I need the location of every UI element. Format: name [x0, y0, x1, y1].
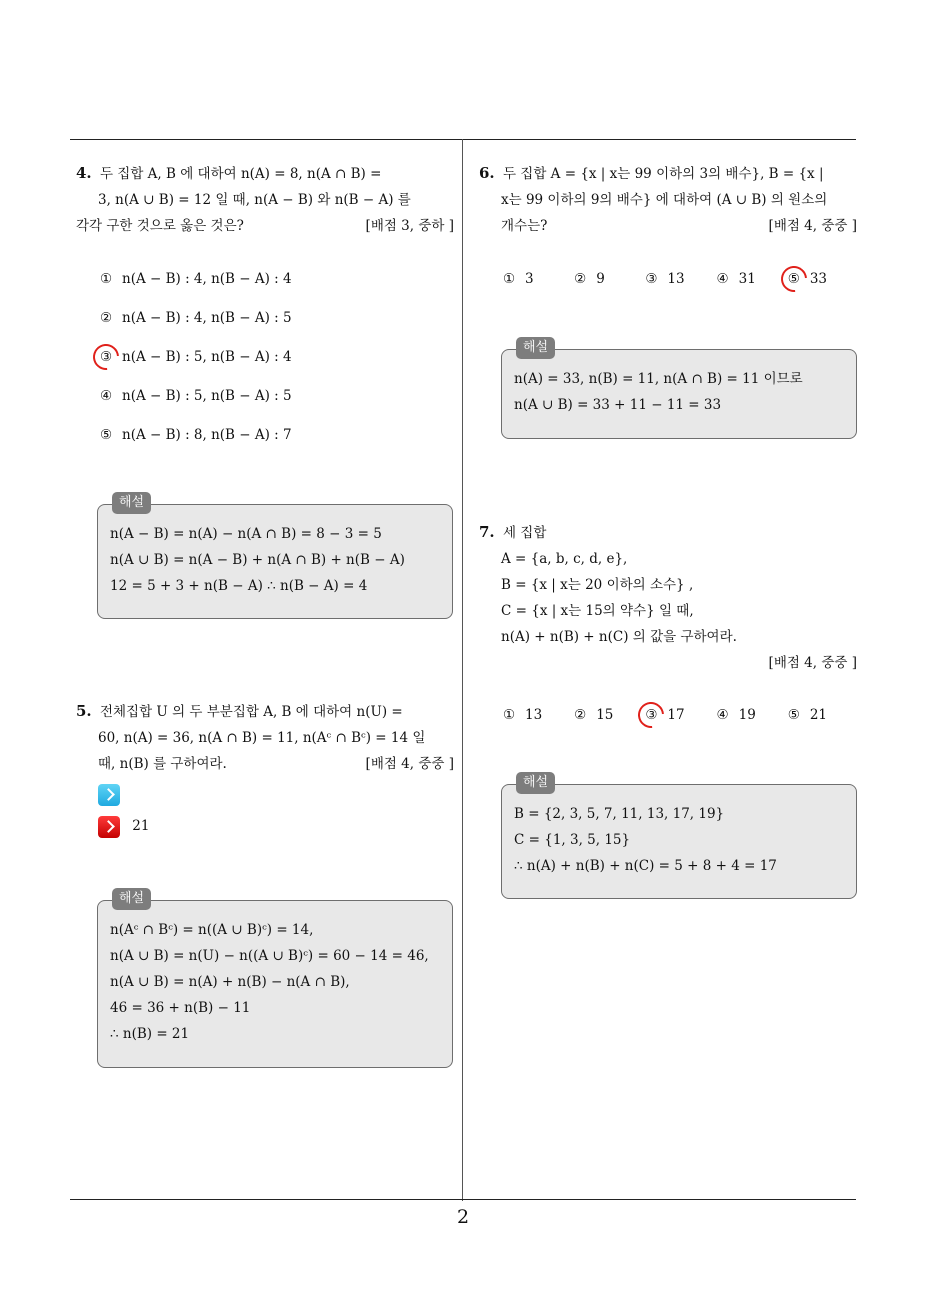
option-3-selected[interactable]: ③ 17: [643, 702, 714, 728]
option-3[interactable]: ③ 13: [645, 271, 685, 287]
selected-mark: ③: [98, 344, 114, 370]
option-1[interactable]: ① n(A − B) : 4, n(B − A) : 4: [99, 271, 292, 287]
question-number: 6.: [479, 164, 495, 182]
solution-box-5: 해설 n(Aᶜ ∩ Bᶜ) = n((A ∪ B)ᶜ) = 14, n(A ∪ B) = n(U) − n((A ∪ B)ᶜ) = 60 − 14 = 46, n(A ∪ B) = n(A) + n(B) − n(A ∩ B), 46 = 36 + n(B) − 11 ∴ n(B) = 21: [97, 900, 453, 1068]
question-7: 7. 세 집합 A = {a, b, c, d, e}, B = {x | x는 20 이하의 소수} , C = {x | x는 15의 약수} 일 때, n(A) + n(B) + n(C) 의 값을 구하여라. [배점 4, 중중 ] ① 13 ② 15 ③ 17 ④ 19 ⑤ 21: [479, 519, 857, 728]
option-5-selected[interactable]: ⑤ 33: [786, 266, 857, 292]
question-number: 4.: [76, 164, 92, 182]
option-4[interactable]: ④ n(A − B) : 5, n(B − A) : 5: [99, 388, 292, 404]
answer-arrow-icon[interactable]: [98, 816, 120, 838]
show-answer-icon[interactable]: [98, 784, 120, 806]
question-number: 7.: [479, 523, 495, 541]
option-1[interactable]: ① 3: [502, 271, 534, 287]
question-number: 5.: [76, 702, 92, 720]
score-label: [배점 4, 중중 ]: [768, 218, 857, 234]
option-1[interactable]: ① 13: [502, 707, 543, 723]
question-4-line3: 각각 구한 것으로 옳은 것은? [배점 3, 중하 ]: [76, 213, 454, 239]
option-2[interactable]: ② 15: [574, 707, 614, 723]
bottom-rule: [70, 1199, 856, 1200]
solution-label: 해설: [112, 888, 151, 910]
score-label: [배점 4, 중중 ]: [768, 655, 857, 671]
option-4[interactable]: ④ 31: [716, 271, 756, 287]
option-5[interactable]: ⑤ n(A − B) : 8, n(B − A) : 7: [99, 427, 292, 443]
answer-value: 21: [132, 818, 150, 834]
question-4-line1: 4. 두 집합 A, B 에 대하여 n(A) = 8, n(A ∩ B) =: [76, 164, 382, 182]
selected-mark: ③: [643, 702, 659, 728]
option-2[interactable]: ② n(A − B) : 4, n(B − A) : 5: [99, 310, 292, 326]
option-5[interactable]: ⑤ 21: [787, 707, 827, 723]
page-number: 2: [456, 1206, 470, 1228]
option-2[interactable]: ② 9: [574, 271, 605, 287]
solution-label: 해설: [112, 492, 151, 514]
solution-box-6: 해설 n(A) = 33, n(B) = 11, n(A ∩ B) = 11 이므로 n(A ∪ B) = 33 + 11 − 11 = 33: [501, 349, 857, 439]
score-label: [배점 3, 중하 ]: [365, 218, 454, 234]
score-label: [배점 4, 중중 ]: [365, 756, 454, 772]
selected-mark: ⑤: [786, 266, 802, 292]
solution-label: 해설: [516, 337, 555, 359]
question-5: 5. 전체집합 U 의 두 부분집합 A, B 에 대하여 n(U) = 60, n(A) = 36, n(A ∩ B) = 11, n(Aᶜ ∩ Bᶜ) = 14 일 때, n(B) 를 구하여라. [배점 4, 중중 ] 21: [76, 698, 454, 845]
column-divider: [462, 139, 463, 1201]
question-6: 6. 두 집합 A = {x | x는 99 이하의 3의 배수}, B = {x | x는 99 이하의 9의 배수} 에 대하여 (A ∪ B) 의 원소의 개수는? [배점 4, 중중 ] ① 3 ② 9 ③ 13 ④ 31 ⑤ 33: [479, 160, 857, 292]
solution-label: 해설: [516, 772, 555, 794]
solution-box-4: 해설 n(A − B) = n(A) − n(A ∩ B) = 8 − 3 = 5 n(A ∪ B) = n(A − B) + n(A ∩ B) + n(B − A) 12 = 5 + 3 + n(B − A) ∴ n(B − A) = 4: [97, 504, 453, 619]
solution-box-7: 해설 B = {2, 3, 5, 7, 11, 13, 17, 19} C = {1, 3, 5, 15} ∴ n(A) + n(B) + n(C) = 5 + 8 + 4 = 17: [501, 784, 857, 899]
question-4: 4. 두 집합 A, B 에 대하여 n(A) = 8, n(A ∩ B) = 3, n(A ∪ B) = 12 일 때, n(A − B) 와 n(B − A) 를 각각 구한 것으로 옳은 것은? [배점 3, 중하 ] ① n(A − B) : 4, n(B − A) : 4 ② n(A − B) : 4, n(B − A) : 5 ③ n(A − B) : 5, n(B − A) : 4 ④ n(A − B) : 5, n(B − A) : 5 ⑤ n(A − B) : 8, n(B − A) : 7: [76, 160, 454, 461]
option-3-selected[interactable]: ③ n(A − B) : 5, n(B − A) : 4: [98, 344, 454, 383]
top-rule: [70, 139, 856, 140]
option-4[interactable]: ④ 19: [716, 707, 756, 723]
